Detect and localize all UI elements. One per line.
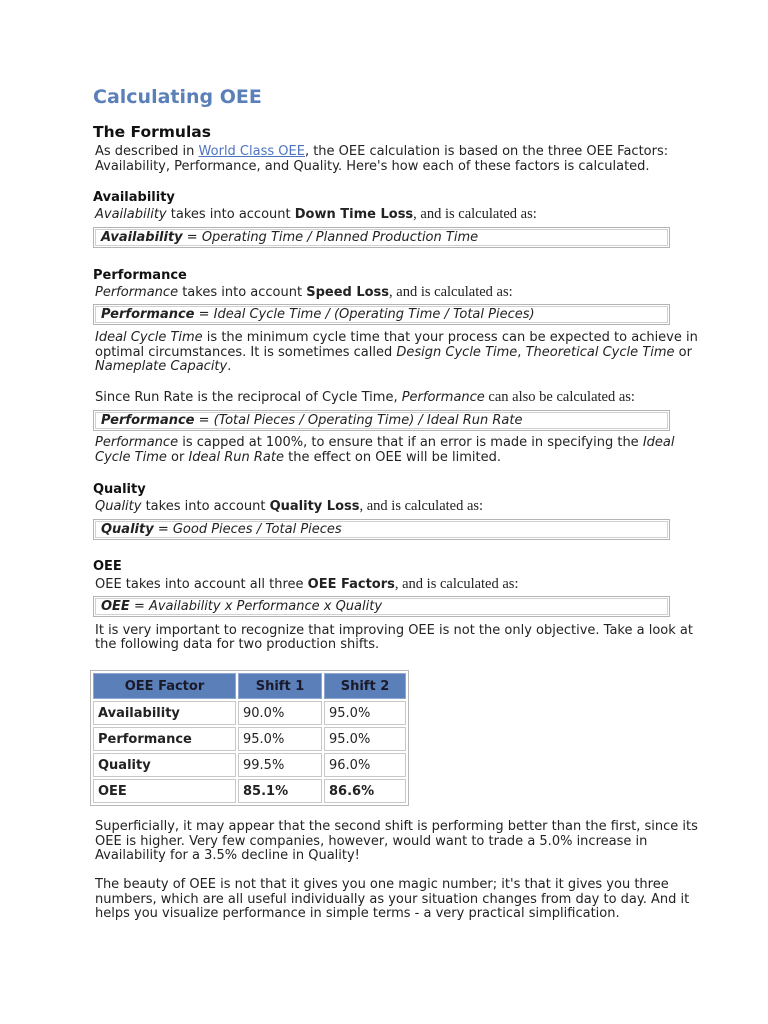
quality-heading: Quality xyxy=(93,482,146,497)
quality-description: Quality takes into account Quality Loss, and is calculated as: xyxy=(95,498,484,514)
shift-1-value: 99.5% xyxy=(238,753,322,777)
intro-line-1: As described in World Class OEE, the OEE calculation is based on the three OEE Factors: xyxy=(95,144,669,159)
quality-formula: Quality = Good Pieces / Total Pieces xyxy=(93,519,670,540)
header-oee-factor: OEE Factor xyxy=(93,673,236,699)
closing-p1-line-1: Superficially, it may appear that the second shift is performing better than the first, since its xyxy=(95,819,698,834)
intro-line-2: Availability, Performance, and Quality. Here's how each of these factors is calculated. xyxy=(95,159,650,174)
shift-1-value: 85.1% xyxy=(238,779,322,803)
closing-p2-line-3: helps you visualize performance in simple terms - a very practical simplification. xyxy=(95,906,620,921)
header-shift-2: Shift 2 xyxy=(324,673,406,699)
availability-heading: Availability xyxy=(93,190,175,205)
header-shift-1: Shift 1 xyxy=(238,673,322,699)
oee-heading: OEE xyxy=(93,559,122,574)
oee-note-line-2: the following data for two production shifts. xyxy=(95,637,380,652)
shift-comparison-table xyxy=(90,670,409,806)
availability-description: Availability takes into account Down Time Loss, and is calculated as: xyxy=(95,206,537,222)
row-label: Performance xyxy=(93,727,236,751)
availability-formula: Availability = Operating Time / Planned Production Time xyxy=(93,227,670,248)
shift-1-value: 95.0% xyxy=(238,727,322,751)
shift-2-value: 96.0% xyxy=(324,753,406,777)
table-row xyxy=(93,779,406,803)
shift-2-value: 95.0% xyxy=(324,727,406,751)
table-row xyxy=(93,753,406,777)
closing-p2-line-1: The beauty of OEE is not that it gives you one magic number; it's that it gives you three xyxy=(95,877,669,892)
shift-1-value: 90.0% xyxy=(238,701,322,725)
closing-p1-line-2: OEE is higher. Very few companies, however, would want to trade a 5.0% increase in xyxy=(95,834,648,849)
performance-capped-line-2: Cycle Time or Ideal Run Rate the effect on OEE will be limited. xyxy=(95,450,502,465)
table-header-row xyxy=(93,673,406,699)
run-rate-description: Since Run Rate is the reciprocal of Cycle Time, Performance can also be calculated as: xyxy=(95,389,635,405)
closing-p1-line-3: Availability for a 3.5% decline in Quality! xyxy=(95,848,360,863)
shift-2-value: 95.0% xyxy=(324,701,406,725)
performance-description: Performance takes into account Speed Loss, and is calculated as: xyxy=(95,284,513,300)
formulas-heading: The Formulas xyxy=(93,123,211,141)
performance-formula: Performance = Ideal Cycle Time / (Operating Time / Total Pieces) xyxy=(93,304,670,325)
oee-formula: OEE = Availability x Performance x Quality xyxy=(93,596,670,617)
page-title: Calculating OEE xyxy=(93,86,262,108)
ideal-cycle-time-line-2: optimal circumstances. It is sometimes called Design Cycle Time, Theoretical Cycle Time or xyxy=(95,345,692,360)
performance-heading: Performance xyxy=(93,268,187,283)
row-label: Availability xyxy=(93,701,236,725)
ideal-cycle-time-line-1: Ideal Cycle Time is the minimum cycle time that your process can be expected to achieve in xyxy=(95,330,698,345)
shift-2-value: 86.6% xyxy=(324,779,406,803)
performance-capped-line-1: Performance is capped at 100%, to ensure that if an error is made in specifying the Ideal xyxy=(95,435,675,450)
table-row xyxy=(93,701,406,725)
ideal-cycle-time-line-3: Nameplate Capacity. xyxy=(95,359,232,374)
row-label: Quality xyxy=(93,753,236,777)
table-row xyxy=(93,727,406,751)
oee-description: OEE takes into account all three OEE Factors, and is calculated as: xyxy=(95,576,519,592)
row-label: OEE xyxy=(93,779,236,803)
oee-note-line-1: It is very important to recognize that improving OEE is not the only objective. Take a look at xyxy=(95,623,693,638)
closing-p2-line-2: numbers, which are all useful individually as your situation changes from day to day. And it xyxy=(95,892,690,907)
performance-run-rate-formula: Performance = (Total Pieces / Operating Time) / Ideal Run Rate xyxy=(93,410,670,431)
world-class-oee-link[interactable]: World Class OEE xyxy=(198,144,305,159)
